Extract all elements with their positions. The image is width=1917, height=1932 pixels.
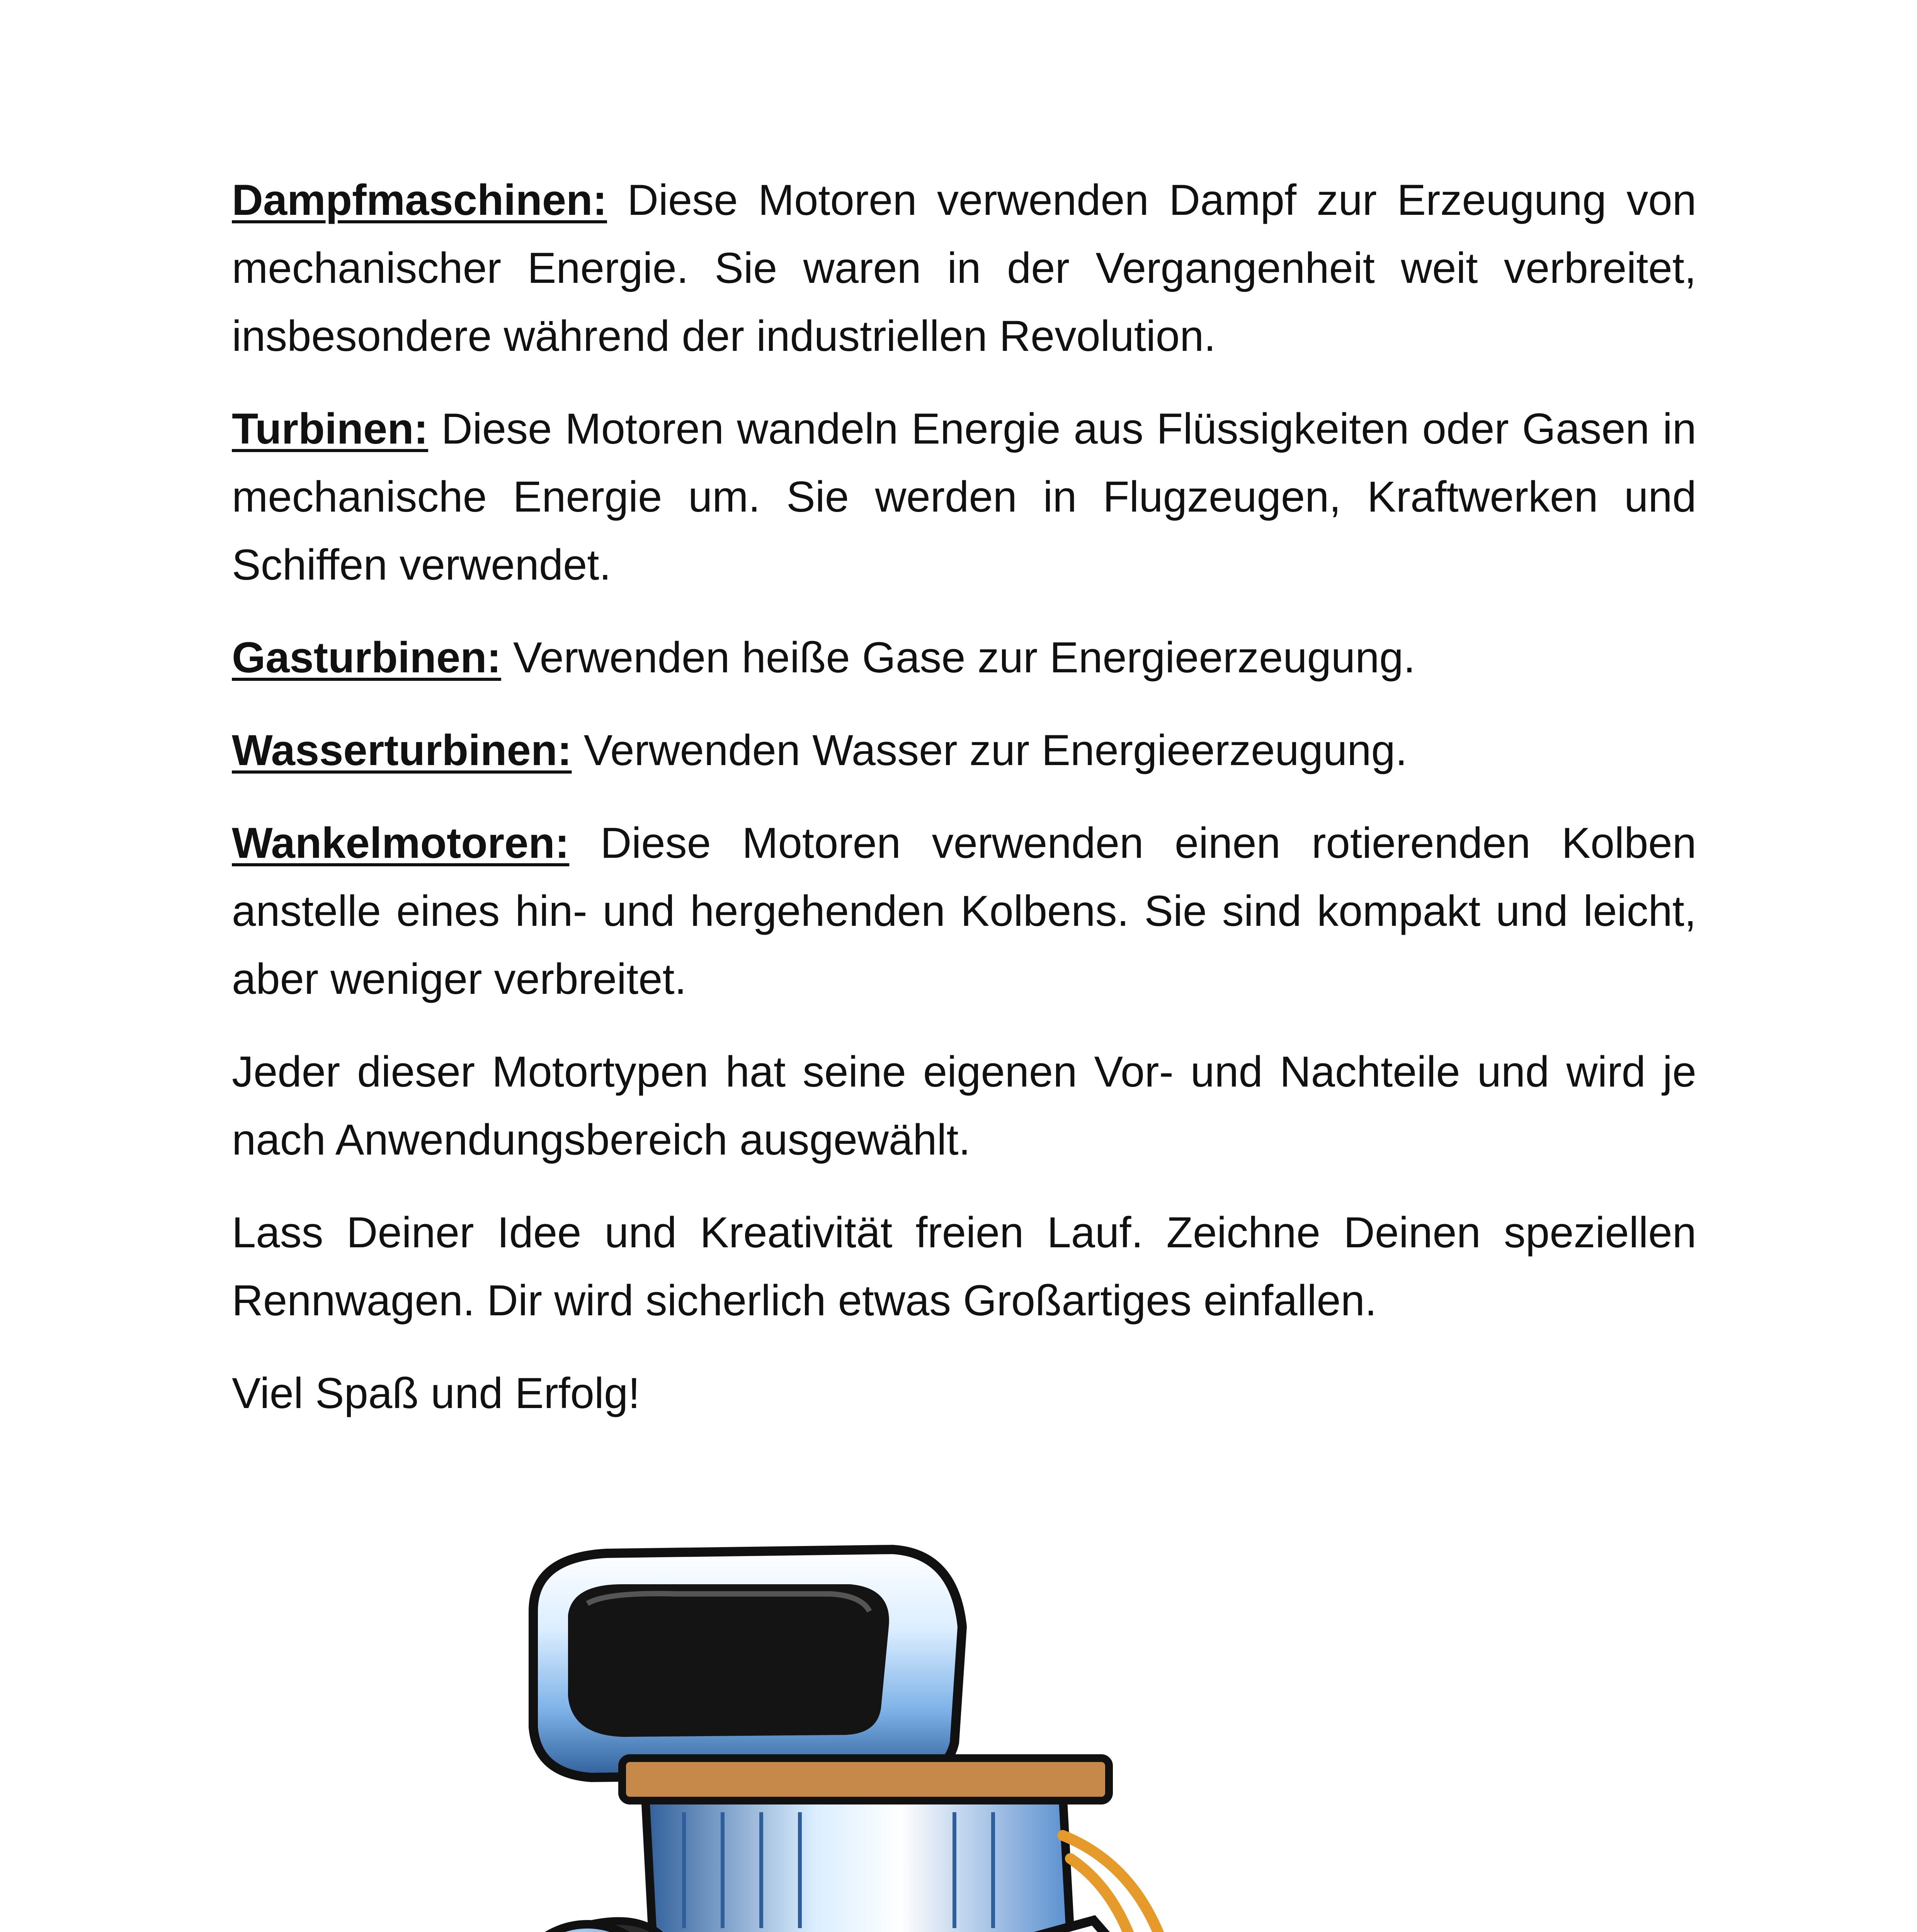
paragraph-gasturbinen [232, 624, 1696, 692]
paragraph-wasserturbinen [232, 716, 1696, 784]
term-dampfmaschinen: Dampfmaschinen: [232, 176, 607, 224]
hot-rod-engine-icon [406, 1526, 1526, 1932]
definition-turbinen: Diese Motoren wandeln Energie aus Flüssigkeiten oder Gasen in mechanische Energie um. Sie werden in Flugzeugen, Kraftwerken und Schiffen verwendet. [232, 405, 1696, 589]
term-gasturbinen: Gasturbinen: [232, 633, 501, 682]
definition-wankelmotoren: Diese Motoren verwenden einen rotierenden Kolben anstelle eines hin- und hergehenden Kolbens. Sie sind kompakt und leicht, aber weniger verbreitet. [232, 819, 1696, 1003]
term-wankelmotoren: Wankelmotoren: [232, 819, 570, 867]
definition-gasturbinen: Verwenden heiße Gase zur Energieerzeugung. [501, 633, 1415, 682]
paragraph-wankelmotoren [232, 809, 1696, 1013]
paragraph-dampfmaschinen [232, 166, 1696, 370]
term-turbinen: Turbinen: [232, 405, 429, 453]
definition-wasserturbinen: Verwenden Wasser zur Energieerzeugung. [572, 726, 1407, 774]
term-wasserturbinen: Wasserturbinen: [232, 726, 572, 774]
supercharger [645, 1793, 1070, 1932]
paragraph-instruction: Lass Deiner Idee und Kreativität freien Lauf. Zeichne Deinen speziellen Rennwagen. Dir wird sicherlich etwas Großartiges einfallen. [232, 1208, 1696, 1325]
body-text [232, 166, 1696, 1452]
paragraph-summary: Jeder dieser Motortypen hat seine eigenen Vor- und Nachteile und wird je nach Anwendungsbereich ausgewählt. [232, 1048, 1696, 1164]
blower-scoop [533, 1549, 962, 1777]
paragraph-closing: Viel Spaß und Erfolg! [232, 1369, 640, 1417]
definition-dampfmaschinen: Diese Motoren verwenden Dampf zur Erzeugung von mechanischer Energie. Sie waren in der Vergangenheit weit verbreitet, insbesondere während der industriellen Revolution. [232, 176, 1696, 360]
paragraph-turbinen [232, 395, 1696, 599]
